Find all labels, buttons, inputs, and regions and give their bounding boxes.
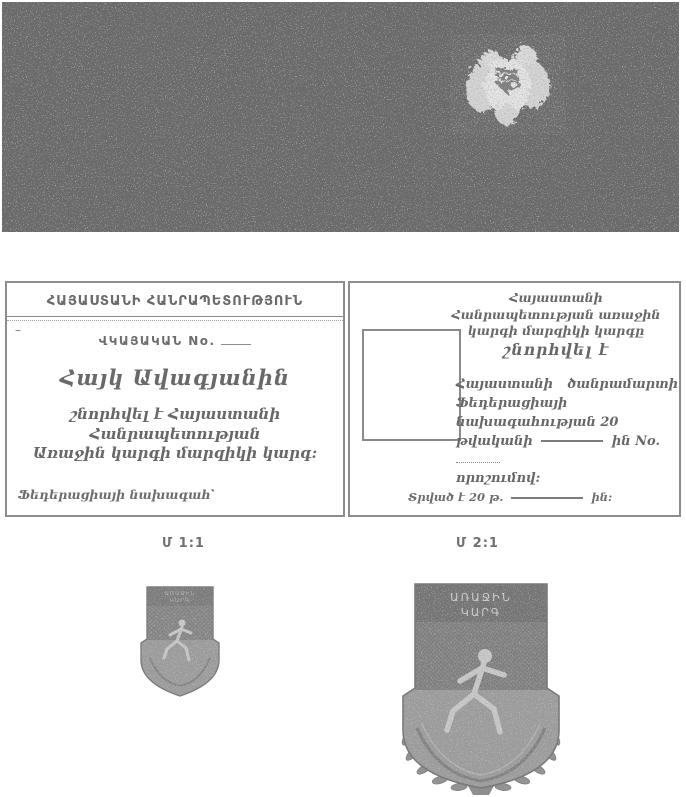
award-line-2: Առաջին կարգի մարզիկի կարգ: <box>32 444 318 462</box>
issued-suffix: ին: <box>591 490 613 504</box>
inside-header-line-3: կարգի մարզիկի կարգը <box>467 323 645 338</box>
decision-statement <box>456 376 678 489</box>
decision-line-1 <box>456 376 678 395</box>
award-line-1: շնորհվել է Հայաստանի Հանրապետության <box>69 405 281 443</box>
inside-header-line-1: Հայաստանի <box>509 290 603 305</box>
decision-word-2: ծանրամարտի <box>567 377 678 392</box>
decision-line-2: Ֆեդերացիայի նախագահության 20 <box>456 395 619 430</box>
badge-large-band-text-line1: ԱՌԱՋԻՆ <box>450 591 512 604</box>
recipient-name: Հայկ Ավագյանին <box>59 365 291 390</box>
inside-header <box>439 290 673 360</box>
decision-line-3 <box>456 433 678 471</box>
scale-label-2-1: Մ 2:1 <box>456 536 499 551</box>
number-blank <box>221 334 251 345</box>
stray-mark: – <box>15 323 21 337</box>
banner-graphic <box>2 2 679 232</box>
award-statement <box>7 405 343 464</box>
decision-line-4: որոշումով: <box>456 471 541 487</box>
emblem-grain <box>450 34 565 134</box>
certificate-inside-panel <box>348 281 681 517</box>
certificate-number-line <box>7 334 343 348</box>
issued-blank-dash <box>511 497 583 499</box>
issued-prefix: Տրված է 20 <box>408 490 485 504</box>
country-title: ՀԱՅԱՍՏԱՆԻ ՀԱՆՐԱՊԵՏՈՒԹՅՈՒՆ <box>46 294 304 309</box>
badge-small-band-text-line2: ԿԱՐԳ <box>169 598 191 604</box>
in-word: ին <box>611 433 631 449</box>
inside-header-line-2: Հանրապետության առաջին <box>451 306 661 322</box>
certificate-label: ՎԿԱՅԱԿԱՆ <box>98 334 183 348</box>
decision-word-1: Հայաստանի <box>456 377 554 392</box>
decision-number-label: No. <box>635 433 660 449</box>
decision-number-blank <box>456 452 500 463</box>
year-blank-dash <box>541 440 603 442</box>
inside-header-emphasis: շնորհվել է <box>502 339 610 359</box>
number-label: No. <box>188 334 216 348</box>
certificate-front-panel <box>5 281 345 517</box>
athlete-badge-small <box>138 584 222 700</box>
certificate-spread <box>5 281 681 517</box>
badge-small-band-text-line1: ԱՌԱՋԻՆ <box>164 591 196 597</box>
scale-label-1-1: Մ 1:1 <box>162 536 205 551</box>
year-word: թվականի <box>456 433 533 449</box>
issued-year-abbr: թ. <box>488 490 504 504</box>
athlete-badge-large <box>397 578 565 796</box>
issued-line <box>408 490 612 504</box>
signature-label: Ֆեդերացիայի նախագահ՝ <box>18 487 215 502</box>
banner-grain <box>2 2 679 232</box>
badge-large-band-text-line2: ԿԱՐԳ <box>460 606 502 619</box>
title-rule <box>7 316 343 321</box>
photo-box <box>362 329 461 441</box>
